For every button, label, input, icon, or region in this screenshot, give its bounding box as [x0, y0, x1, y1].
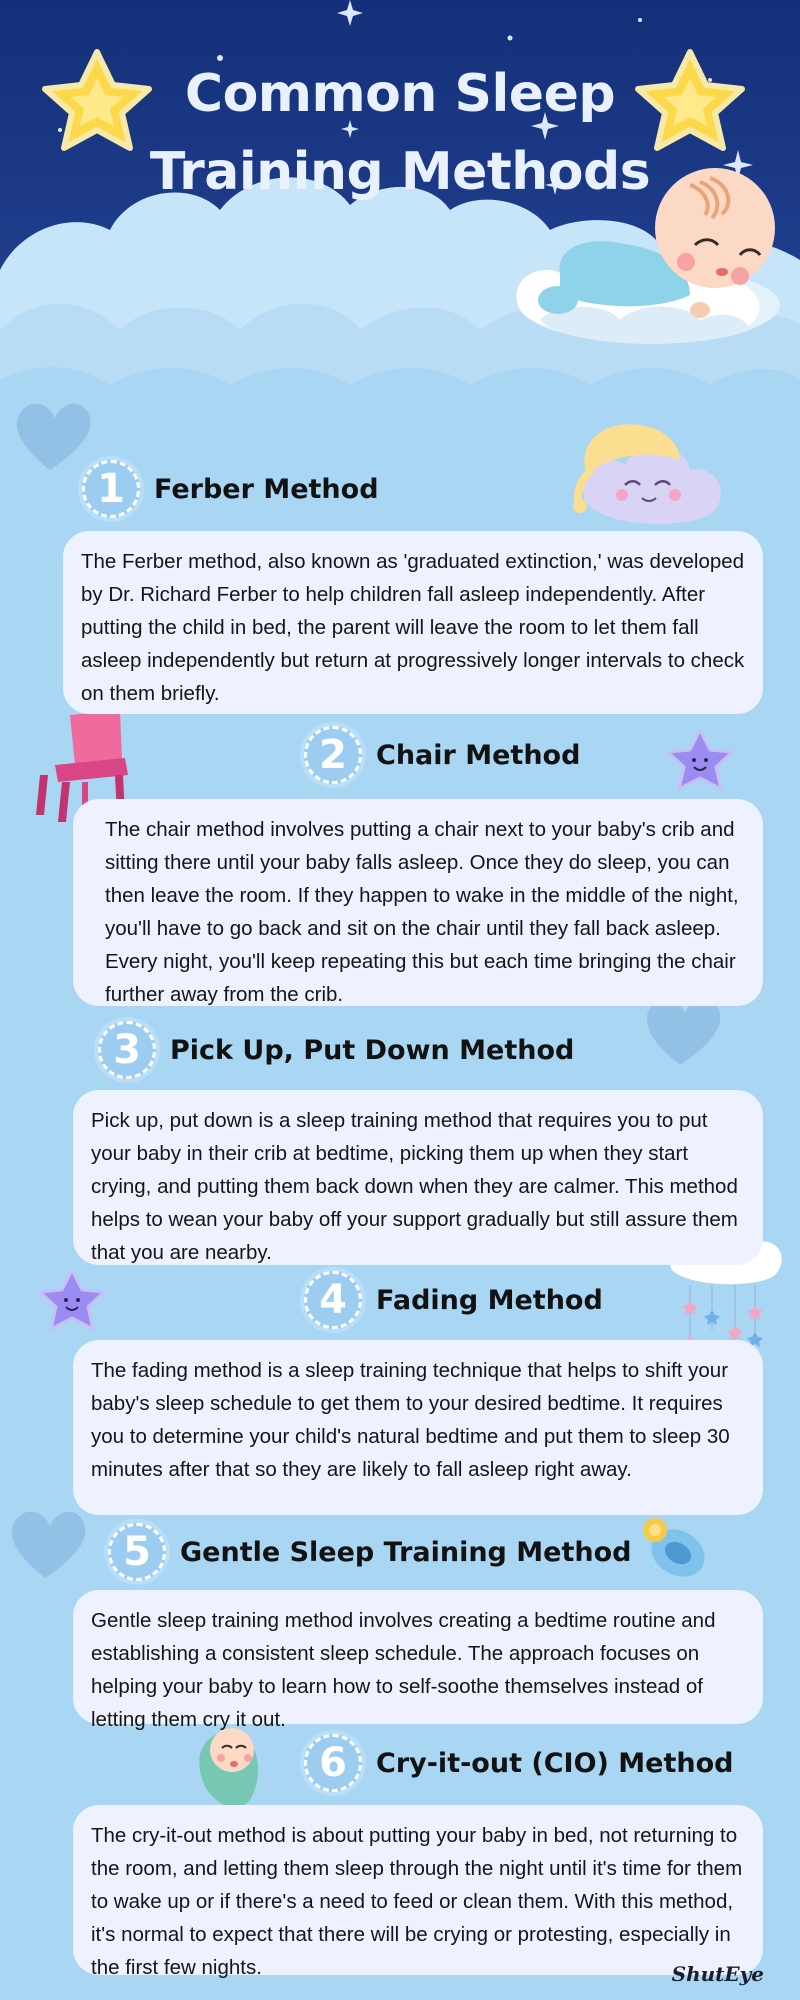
method-2-number-badge: 2 [304, 726, 362, 784]
method-5-description: Gentle sleep training method involves creating a bedtime routine and establishing a consistent sleep schedule. The approach focuses on helping your baby to learn how to self-soothe themselves instead of letting them cry it out. [91, 1609, 716, 1731]
method-2-card [73, 799, 763, 1006]
method-4-number-badge: 4 [304, 1271, 362, 1329]
sleeping-baby-icon [516, 168, 780, 344]
method-6-card [73, 1805, 763, 1979]
method-3-description: Pick up, put down is a sleep training method that requires you to put your baby in their crib at bedtime, picking them up when they start crying, and putting them back down when they are calmer. This method helps to wean your baby off your support gradually but still assure them that you are nearby. [91, 1109, 738, 1264]
method-5-card [73, 1590, 763, 1731]
title-line-1: Common Sleep [184, 64, 616, 124]
star-icon [638, 52, 742, 148]
method-6-heading [304, 1734, 733, 1792]
heart-icon [17, 404, 91, 470]
heart-icon [12, 1512, 86, 1578]
pacifier-icon [643, 1518, 713, 1586]
sleepy-cloud-icon [573, 424, 721, 524]
method-4-heading [304, 1271, 603, 1329]
method-1-description: The Ferber method, also known as 'graduated extinction,' was developed by Dr. Richard Ferber to help children fall asleep independently. After putting the child in bed, the parent will leave the room to let them fall asleep independently but return at progressively longer intervals to check on them briefly. [81, 550, 745, 705]
method-6-title: Cry-it-out (CIO) Method [376, 1747, 734, 1779]
method-2-description: The chair method involves putting a chair next to your baby's crib and sitting there until your baby falls asleep. Once they do sleep, you can then leave the room. If they happen to wake in the middle of the night, you'll have to go back and sit on the chair until they fall back asleep. Every night, you'll keep repeating this but each time bringing the chair further away from the crib. [105, 818, 739, 1006]
method-6-description: The cry-it-out method is about putting your baby in bed, not returning to the room, and letting them sleep through the night until it's time for them to wake up or if there's a need to feed or clean them. With this method, it's normal to expect that there will be crying or protesting, especially in the first few nights. [91, 1824, 743, 1979]
star-icon [45, 52, 149, 148]
method-1-title: Ferber Method [154, 473, 379, 505]
star-icon [668, 730, 732, 789]
star-icon [40, 1270, 104, 1329]
method-5-number-badge: 5 [108, 1523, 166, 1581]
method-4-title: Fading Method [376, 1284, 603, 1316]
method-4-card [73, 1340, 763, 1515]
swaddled-baby-icon [199, 1728, 258, 1807]
title-line-2: Training Methods [149, 142, 651, 202]
method-3-heading [98, 1021, 574, 1079]
method-1-number-badge: 1 [82, 460, 140, 518]
method-5-heading [108, 1523, 631, 1581]
method-3-title: Pick Up, Put Down Method [170, 1034, 575, 1066]
method-5-title: Gentle Sleep Training Method [180, 1536, 632, 1568]
method-4-description: The fading method is a sleep training technique that helps to shift your baby's sleep schedule to get them to your desired bedtime. It requires you to determine your child's natural bedtime and put them to sleep 30 minutes after that so they are likely to fall asleep right away. [91, 1359, 730, 1481]
heart-icon [647, 999, 721, 1065]
brand-logo: ShutEye [671, 1962, 764, 1986]
method-2-title: Chair Method [376, 739, 581, 771]
method-1-heading [82, 460, 379, 518]
method-3-number-badge: 3 [98, 1021, 156, 1079]
method-3-card [73, 1090, 763, 1265]
method-6-number-badge: 6 [304, 1734, 362, 1792]
method-1-card [63, 531, 763, 714]
method-2-heading [304, 726, 580, 784]
